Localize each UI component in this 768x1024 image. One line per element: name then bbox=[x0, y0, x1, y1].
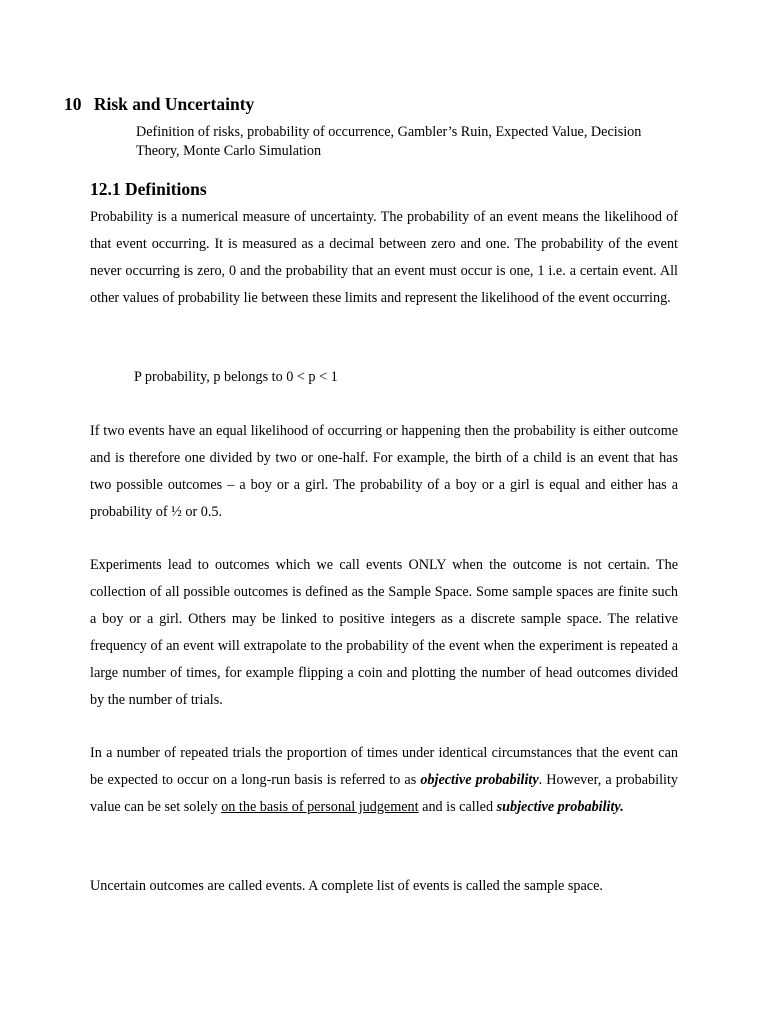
term-subjective-probability: subjective probability. bbox=[496, 799, 624, 815]
probability-formula: P probability, p belongs to 0 < p < 1 bbox=[134, 369, 338, 385]
paragraph-experiments-outcomes: Experiments lead to outcomes which we call events ONLY when the outcome is not certain. The collection of all possible outcomes is defined as the Sample Space. Some sample spaces are finite such a boy or a girl. Others may be linked to positive integers as a discrete sample space. The relative frequency of an event will extrapolate to the probability of the event when the experiment is repeated a large number of times, for example flipping a coin and plotting the number of head outcomes divided by the number of trials. bbox=[90, 557, 678, 708]
term-objective-probability: objective probability bbox=[420, 772, 539, 788]
paragraph-probability-definition: Probability is a numerical measure of uncertainty. The probability of an event means the likelihood of that event occurring. It is measured as a decimal between zero and one. The probability of the event never occurring is zero, 0 and the probability that an event must occur is one, 1 i.e. a certain event. All other values of probability lie between these limits and represent the likelihood of the event occurring. bbox=[90, 209, 678, 306]
chapter-heading bbox=[64, 93, 254, 115]
paragraph-equal-likelihood: If two events have an equal likelihood of occurring or happening then the probability is either outcome and is therefore one divided by two or one-half. For example, the birth of a child is an event that has two possible outcomes – a boy or a girl. The probability of a boy or a girl is equal and either has a probability of ½ or 0.5. bbox=[90, 423, 678, 520]
underlined-phrase: on the basis of personal judgement bbox=[221, 799, 419, 815]
paragraph-text: . However, a probability value can be set solely bbox=[90, 772, 678, 815]
paragraph-text: and is called bbox=[418, 799, 497, 815]
chapter-subtitle: Definition of risks, probability of occurrence, Gambler’s Ruin, Expected Value, Decision Theory, Monte Carlo Simulation bbox=[136, 124, 642, 159]
section-heading: 12.1 Definitions bbox=[90, 179, 207, 199]
paragraph-text: In a number of repeated trials the proportion of times under identical circumstances that the event can be expected to occur on a long-run basis is referred to as bbox=[90, 745, 678, 788]
paragraph-objective-subjective bbox=[90, 740, 678, 821]
chapter-title: Risk and Uncertainty bbox=[93, 94, 255, 114]
chapter-number: 10 bbox=[64, 94, 82, 114]
paragraph-uncertain-outcomes: Uncertain outcomes are called events. A complete list of events is called the sample space. bbox=[90, 878, 603, 894]
